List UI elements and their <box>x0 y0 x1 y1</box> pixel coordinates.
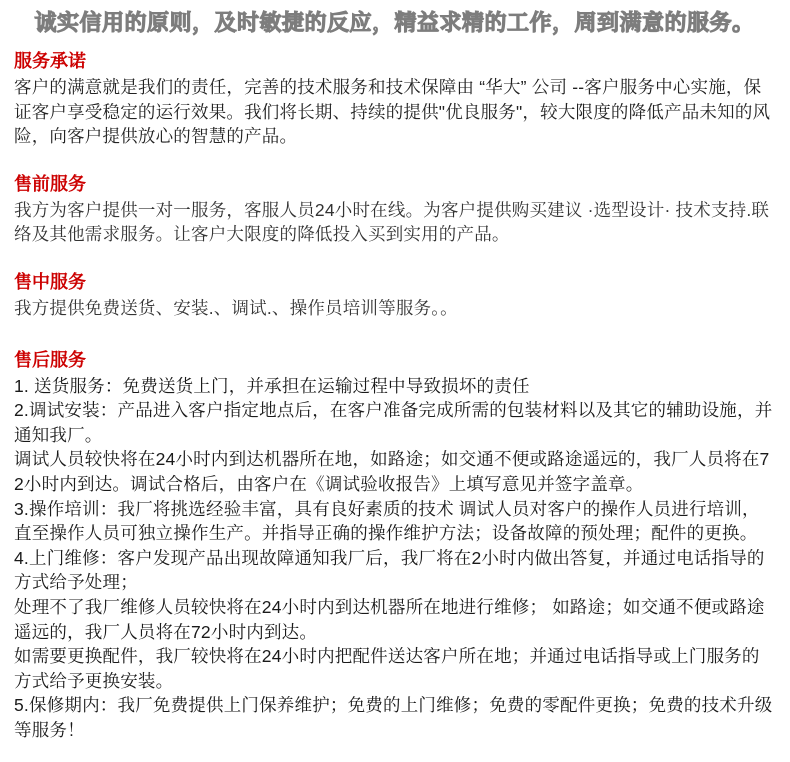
section-pre-sale-service <box>14 173 775 247</box>
section-heading-pre-sale-service: 售前服务 <box>14 173 86 194</box>
section-service-promise <box>14 50 775 149</box>
paragraph-after-sale-training: 3.操作培训：我厂将挑选经验丰富，具有良好素质的技术 调试人员对客户的操作人员进行培训，直至操作人员可独立操作生产。并指导正确的操作维护方法；设备故障的预处理；配件的更换。 <box>14 498 760 544</box>
paragraph-after-sale-repair-time: 处理不了我厂维修人员较快将在24小时内到达机器所在地进行维修； 如路途；如交通不便或路途遥远的，我厂人员将在72小时内到达。 <box>14 596 765 642</box>
paragraph-after-sale-commissioning: 调试人员较快将在24小时内到达机器所在地，如路途；如交通不便或路途遥远的，我厂人员将在72小时内到达。调试合格后，由客户在《调试验收报告》上填写意见并签字盖章。 <box>14 449 770 494</box>
paragraph-service-promise: 客户的满意就是我们的责任，完善的技术服务和技术保障由 “华大” 公司 --客户服务中心实施，保证客户享受稳定的运行效果。我们将长期、持续的提供"优良服务"，较大限度的降低产品未知的风险，向客户提供放心的智慧的产品。 <box>14 77 771 147</box>
paragraph-after-sale-install: 2.调试安装：产品进入客户指定地点后，在客户准备完成所需的包装材料以及其它的辅助设施，并通知我厂。 <box>14 400 773 445</box>
section-after-sale-service <box>14 349 775 743</box>
section-heading-service-promise: 服务承诺 <box>14 51 86 71</box>
section-heading-after-sale-service: 售后服务 <box>14 349 86 370</box>
section-in-sale-service <box>14 271 775 321</box>
paragraph-pre-sale-service: 我方为客户提供一对一服务，客服人员24小时在线。为客户提供购买建议 ·选型设计· 技术支持.联络及其他需求服务。让客户大限度的降低投入买到实用的产品。 <box>14 199 770 245</box>
paragraph-after-sale-parts-replacement: 如需要更换配件，我厂较快将在24小时内把配件送达客户所在地；并通过电话指导或上门服务的方式给予更换安装。 <box>14 646 760 691</box>
paragraph-after-sale-warranty: 5.保修期内：我厂免费提供上门保养维护；免费的上门维修；免费的零配件更换；免费的技术升级等服务！ <box>14 695 773 740</box>
section-heading-in-sale-service: 售中服务 <box>14 271 86 292</box>
page-title: 诚实信用的原则，及时敏捷的反应，精益求精的工作，周到满意的服务。 <box>34 10 755 35</box>
paragraph-in-sale-service: 我方提供免费送货、安装.、调试.、操作员培训等服务。。 <box>14 297 458 318</box>
paragraph-after-sale-delivery: 1. 送货服务：免费送货上门，并承担在运输过程中导致损坏的责任 <box>14 375 530 396</box>
paragraph-after-sale-onsite-repair: 4.上门维修：客户发现产品出现故障通知我厂后，我厂将在2小时内做出答复，并通过电话指导的方式给予处理； <box>14 547 765 593</box>
